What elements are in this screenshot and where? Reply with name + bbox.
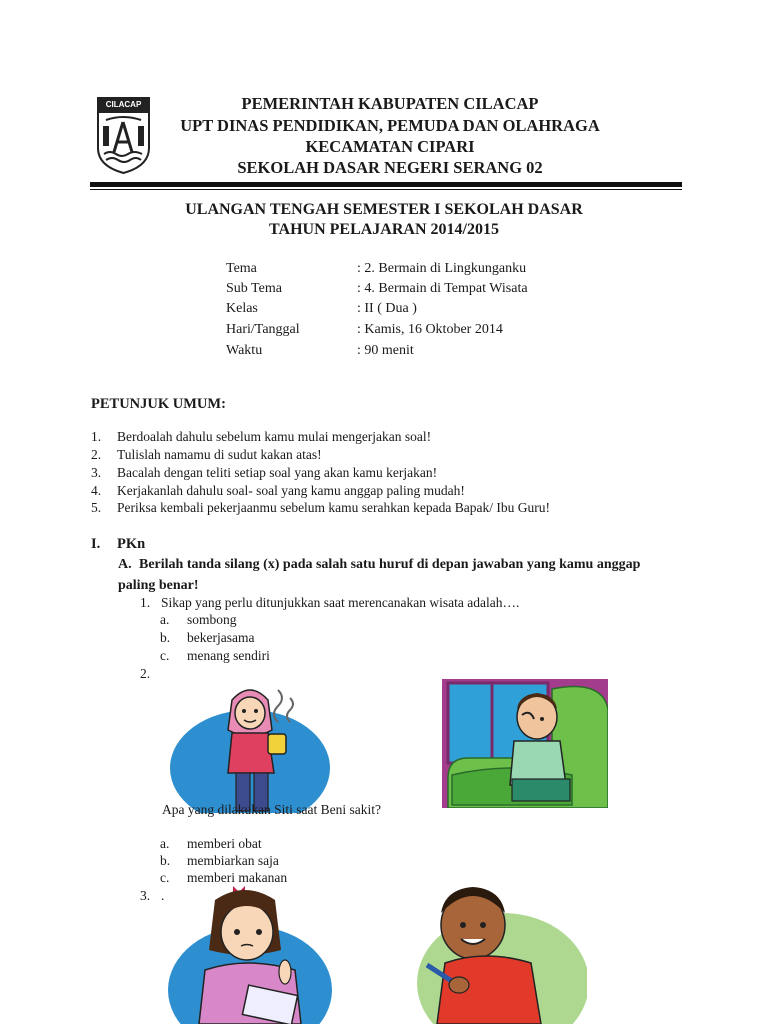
school-logo — [96, 96, 151, 174]
petunjuk-item — [91, 429, 431, 445]
option-2a[interactable] — [160, 836, 262, 852]
option-text: bekerjasama — [187, 630, 255, 645]
option-letter: a. — [160, 612, 170, 627]
info-value: : 90 menit — [357, 343, 414, 358]
option-letter: b. — [160, 630, 171, 645]
info-value: : Kamis, 16 Oktober 2014 — [357, 322, 503, 337]
info-label: Tema — [226, 261, 257, 276]
petunjuk-heading: PETUNJUK UMUM: — [91, 396, 226, 412]
question-2-number: 2. — [140, 666, 151, 681]
option-text: sombong — [187, 612, 237, 627]
item-number: 2. — [91, 447, 102, 462]
item-text: Kerjakanlah dahulu soal- soal yang kamu anggap paling mudah! — [117, 483, 465, 498]
info-label: Waktu — [226, 343, 263, 358]
logo-text: CILACAP — [105, 100, 142, 109]
header-line-1: PEMERINTAH KABUPATEN CILACAP — [241, 94, 539, 113]
question-text: Sikap yang perlu ditunjukkan saat merencanakan wisata adalah…. — [161, 595, 520, 610]
question-2-text: Apa yang dilakukan Siti saat Beni sakit? — [162, 802, 381, 817]
header-line-2: UPT DINAS PENDIDIKAN, PEMUDA DAN OLAHRAGA — [180, 116, 600, 135]
section-number: I. — [91, 536, 101, 552]
item-number: 4. — [91, 483, 102, 498]
section-heading — [91, 536, 145, 553]
illustration-boy-pencil — [383, 883, 587, 1024]
option-1a[interactable] — [160, 612, 237, 628]
question-number: 1. — [140, 595, 151, 610]
option-1b[interactable] — [160, 630, 254, 646]
petunjuk-item — [91, 500, 550, 516]
info-label: Sub Tema — [226, 281, 282, 296]
option-letter: a. — [160, 836, 170, 851]
header-divider-thin — [90, 189, 682, 190]
option-letter: c. — [160, 648, 170, 663]
item-text: Berdoalah dahulu sebelum kamu mulai mengerjakan soal! — [117, 429, 432, 444]
option-text: memberi makanan — [187, 870, 288, 882]
item-text: Bacalah dengan teliti setiap soal yang akan kamu kerjakan! — [117, 465, 438, 480]
illustration-siti — [170, 678, 350, 813]
item-text: Periksa kembali pekerjaanmu sebelum kamu serahkan kepada Bapak/ Ibu Guru! — [117, 500, 550, 515]
question-number: 3. — [140, 888, 151, 903]
question-text: . — [161, 888, 165, 903]
illustration-beni — [442, 679, 608, 808]
info-value: : 4. Bermain di Tempat Wisata — [357, 281, 528, 296]
instruction-text: Berilah tanda silang (x) pada salah satu huruf di depan jawaban yang kamu anggap paling benar! — [118, 557, 641, 593]
sub-section-number: A. — [118, 557, 132, 572]
section-title: PKn — [117, 536, 146, 552]
option-2b[interactable] — [160, 853, 279, 869]
section-instruction — [118, 554, 676, 596]
info-value: : 2. Bermain di Lingkunganku — [357, 261, 527, 276]
illustration-girl-writing — [165, 880, 335, 1024]
petunjuk-item — [91, 447, 322, 463]
option-1c[interactable] — [160, 648, 270, 664]
option-letter: b. — [160, 853, 171, 868]
header-line-3: KECAMATAN CIPARI — [305, 137, 475, 156]
option-text: memberi obat — [187, 836, 262, 851]
option-text: membiarkan saja — [187, 853, 279, 868]
info-label: Kelas — [226, 301, 258, 316]
option-text: menang sendiri — [187, 648, 270, 663]
petunjuk-item — [91, 483, 465, 499]
info-value: : II ( Dua ) — [357, 301, 417, 316]
header-divider-thick — [90, 182, 682, 187]
item-number: 1. — [91, 429, 102, 444]
item-number: 5. — [91, 500, 102, 515]
exam-year: TAHUN PELAJARAN 2014/2015 — [269, 221, 499, 238]
exam-title: ULANGAN TENGAH SEMESTER I SEKOLAH DASAR — [185, 201, 583, 218]
header-line-4: SEKOLAH DASAR NEGERI SERANG 02 — [237, 158, 543, 177]
item-text: Tulislah namamu di sudut kakan atas! — [117, 447, 322, 462]
option-letter: c. — [160, 870, 170, 882]
question-1 — [140, 595, 519, 611]
item-number: 3. — [91, 465, 102, 480]
petunjuk-item — [91, 465, 437, 481]
info-label: Hari/Tanggal — [226, 322, 300, 337]
question-3 — [140, 888, 164, 904]
